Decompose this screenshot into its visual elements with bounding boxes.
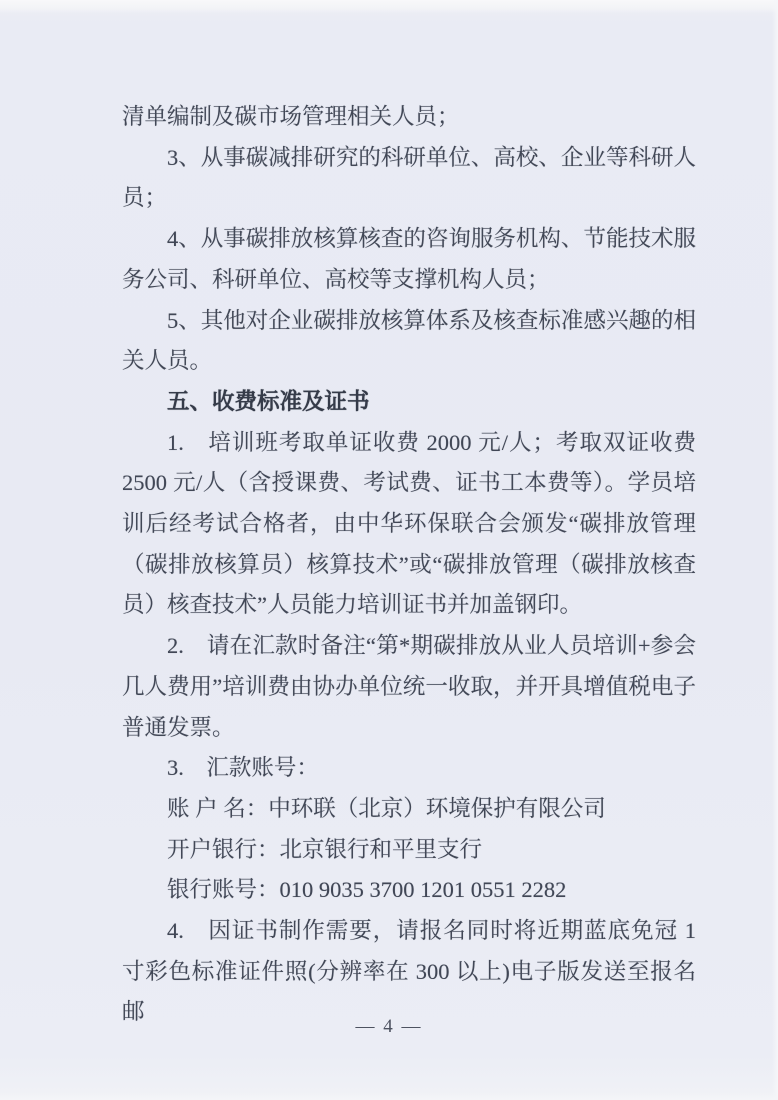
bank-account-number-line: 银行账号：010 9035 3700 1201 0551 2282 — [167, 877, 567, 903]
document-body — [122, 97, 696, 1033]
account-name-line: 账 户 名：中环联（北京）环境保护有限公司 — [167, 795, 606, 821]
paragraph-2-remittance-note: 2. 请在汇款时备注“第*期碳排放从业人员培训+参会几人费用”培训费由协办单位统一收取，并开具增值税电子普通发票。 — [122, 633, 696, 740]
page-footer — [0, 1016, 778, 1038]
scan-edge-top — [0, 0, 778, 13]
paragraph-3-remittance-account: 3. 汇款账号： — [167, 755, 319, 781]
bank-branch-line: 开户银行：北京银行和平里支行 — [167, 836, 483, 862]
list-item-3-research-personnel: 3、从事碳减排研究的科研单位、高校、企业等科研人员； — [122, 144, 696, 211]
list-item-5-interested-personnel: 5、其他对企业碳排放核算体系及核查标准感兴趣的相关人员。 — [122, 307, 696, 374]
paragraph-4-photo-requirements: 4. 因证书制作需要，请报名同时将近期蓝底免冠 1 寸彩色标准证件照(分辨率在 300 以上)电子版发送至报名邮 — [122, 918, 696, 1025]
list-item-4-support-institutions: 4、从事碳排放核算核查的咨询服务机构、节能技术服务公司、科研单位、高校等支撑机构人员； — [122, 226, 696, 292]
section-heading-fees-certificates: 五、收费标准及证书 — [167, 388, 370, 414]
scan-edge-bottom — [0, 1092, 778, 1100]
paragraph-1-fee-standards: 1. 培训班考取单证收费 2000 元/人；考取双证收费 2500 元/人（含授课费、考试费、证书工本费等）。学员培训后经考试合格者，由中华环保联合会颁发“碳排放管理（碳排放核算员）核算技术”或“碳排放管理（碳排放核查员）核查技术”人员能力培训证书并加盖钢印。 — [122, 429, 696, 618]
paragraph-continued-personnel: 清单编制及碳市场管理相关人员； — [122, 104, 460, 129]
page-number: — 4 — — [355, 1016, 423, 1037]
scan-edge-right — [772, 0, 778, 1100]
